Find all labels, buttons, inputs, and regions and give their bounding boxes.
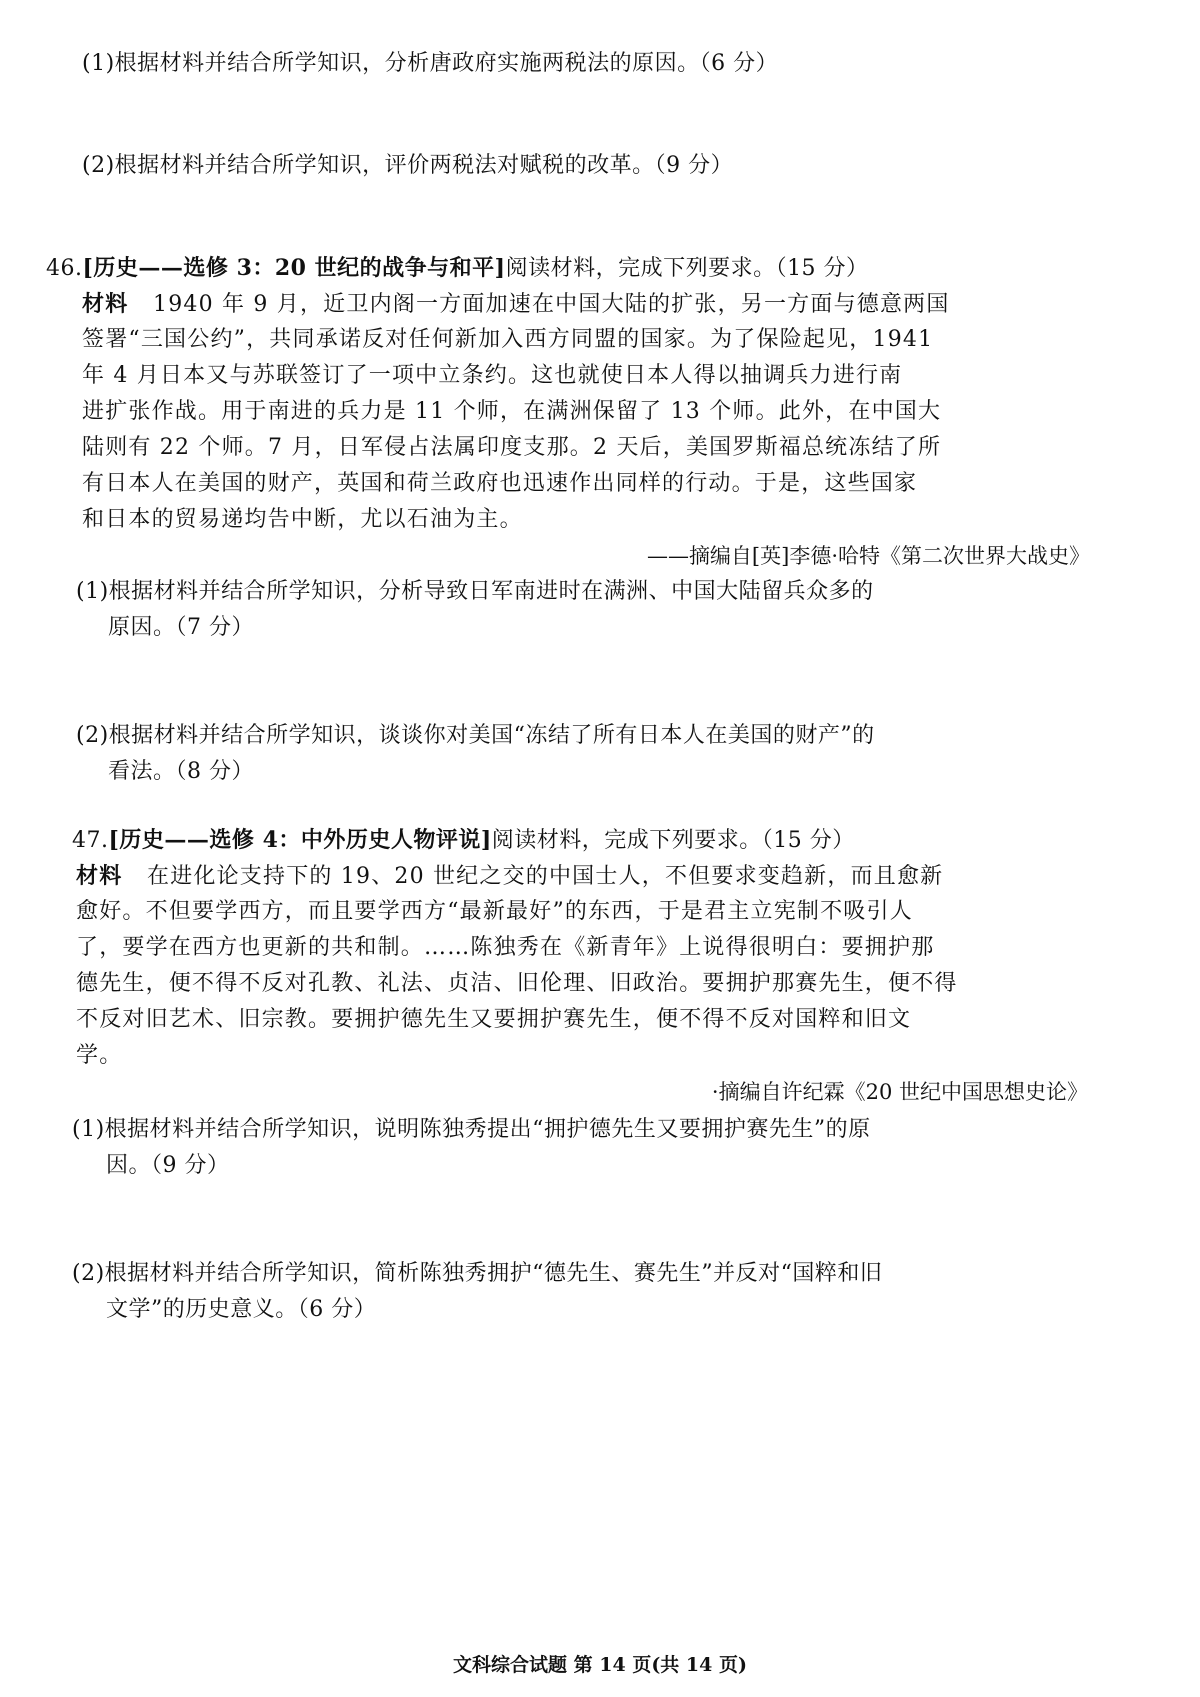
page-footer: 文科综合试题 第 14 页(共 14 页)	[453, 1654, 747, 1676]
q46-sub1-line-1: (1)根据材料并结合所学知识，分析导致日军南进时在满洲、中国大陆留兵众多的	[76, 579, 874, 604]
q46-material-label: 材料	[82, 291, 129, 317]
q46-header	[46, 250, 1056, 287]
q47-material-line-3: 了，要学在西方也更新的共和制。……陈独秀在《新青年》上说得很明白：要拥护那	[76, 935, 935, 960]
q46-source: ——摘编自[英]李德·哈特《第二次世界大战史》	[646, 544, 1090, 568]
q45-sub1: (1)根据材料并结合所学知识，分析唐政府实施两税法的原因。（6 分）	[82, 51, 779, 76]
q46-material-line-5: 陆则有 22 个师。7 月，日军侵占法属印度支那。2 天后，美国罗斯福总统冻结了所	[82, 435, 942, 460]
q45-sub2: (2)根据材料并结合所学知识，评价两税法对赋税的改革。（9 分）	[82, 153, 734, 178]
q46-sub2-line-2: 看法。（8 分）	[108, 759, 254, 784]
q47-material-line-1: 材料 在进化论支持下的 19、20 世纪之交的中国士人，不但要求变趋新，而且愈新	[76, 863, 944, 889]
q46-sub2-line-1: (2)根据材料并结合所学知识，谈谈你对美国“冻结了所有日本人在美国的财产”的	[76, 723, 875, 748]
q47-material-line-6: 学。	[76, 1043, 123, 1068]
q46-material-line-4: 进扩张作战。用于南进的兵力是 11 个师，在满洲保留了 13 个师。此外，在中国大	[82, 399, 942, 424]
q47-sub1-line-1: (1)根据材料并结合所学知识，说明陈独秀提出“拥护德先生又要拥护赛先生”的原	[72, 1117, 871, 1142]
q46-title: [历史——选修 3：20 世纪的战争与和平]	[82, 255, 506, 281]
q47-sub2-line-2: 文学”的历史意义。（6 分）	[106, 1297, 377, 1322]
q46-material-line-2: 签署“三国公约”，共同承诺反对任何新加入西方同盟的国家。为了保险起见，1941	[82, 327, 934, 352]
q47-instruction: 阅读材料，完成下列要求。（15 分）	[491, 828, 855, 853]
q47-material-line-5: 不反对旧艺术、旧宗教。要拥护德先生又要拥护赛先生，便不得不反对国粹和旧文	[76, 1007, 912, 1032]
q47-material-label: 材料	[76, 863, 123, 889]
q47-source: ·摘编自许纪霖《20 世纪中国思想史论》	[711, 1080, 1088, 1104]
q46-sub1-line-2: 原因。（7 分）	[108, 615, 254, 640]
q46-instruction: 阅读材料，完成下列要求。（15 分）	[505, 256, 869, 281]
q47-number: 47.	[72, 828, 109, 853]
q47-sub1-line-2: 因。（9 分）	[106, 1153, 230, 1178]
q47-material-line-4: 德先生，便不得不反对孔教、礼法、贞洁、旧伦理、旧政治。要拥护那赛先生，便不得	[76, 971, 958, 996]
q47-material-line-2: 愈好。不但要学西方，而且要学西方“最新最好”的东西，于是君主立宪制不吸引人	[76, 899, 913, 924]
q47-sub2-line-1: (2)根据材料并结合所学知识，简析陈独秀拥护“德先生、赛先生”并反对“国粹和旧	[72, 1261, 883, 1286]
q47-title: [历史——选修 4：中外历史人物评说]	[108, 827, 492, 853]
q46-material-line-3: 年 4 月日本又与苏联签订了一项中立条约。这也就使日本人得以抽调兵力进行南	[82, 363, 903, 388]
q46-material-line-6: 有日本人在美国的财产，英国和荷兰政府也迅速作出同样的行动。于是，这些国家	[82, 471, 918, 496]
q46-number: 46.	[46, 256, 83, 281]
q47-header	[72, 822, 1082, 859]
q46-material-line-1: 材料 1940 年 9 月，近卫内阁一方面加速在中国大陆的扩张，另一方面与德意两国	[82, 291, 950, 317]
q46-material-line-7: 和日本的贸易递均告中断，尤以石油为主。	[82, 507, 523, 532]
